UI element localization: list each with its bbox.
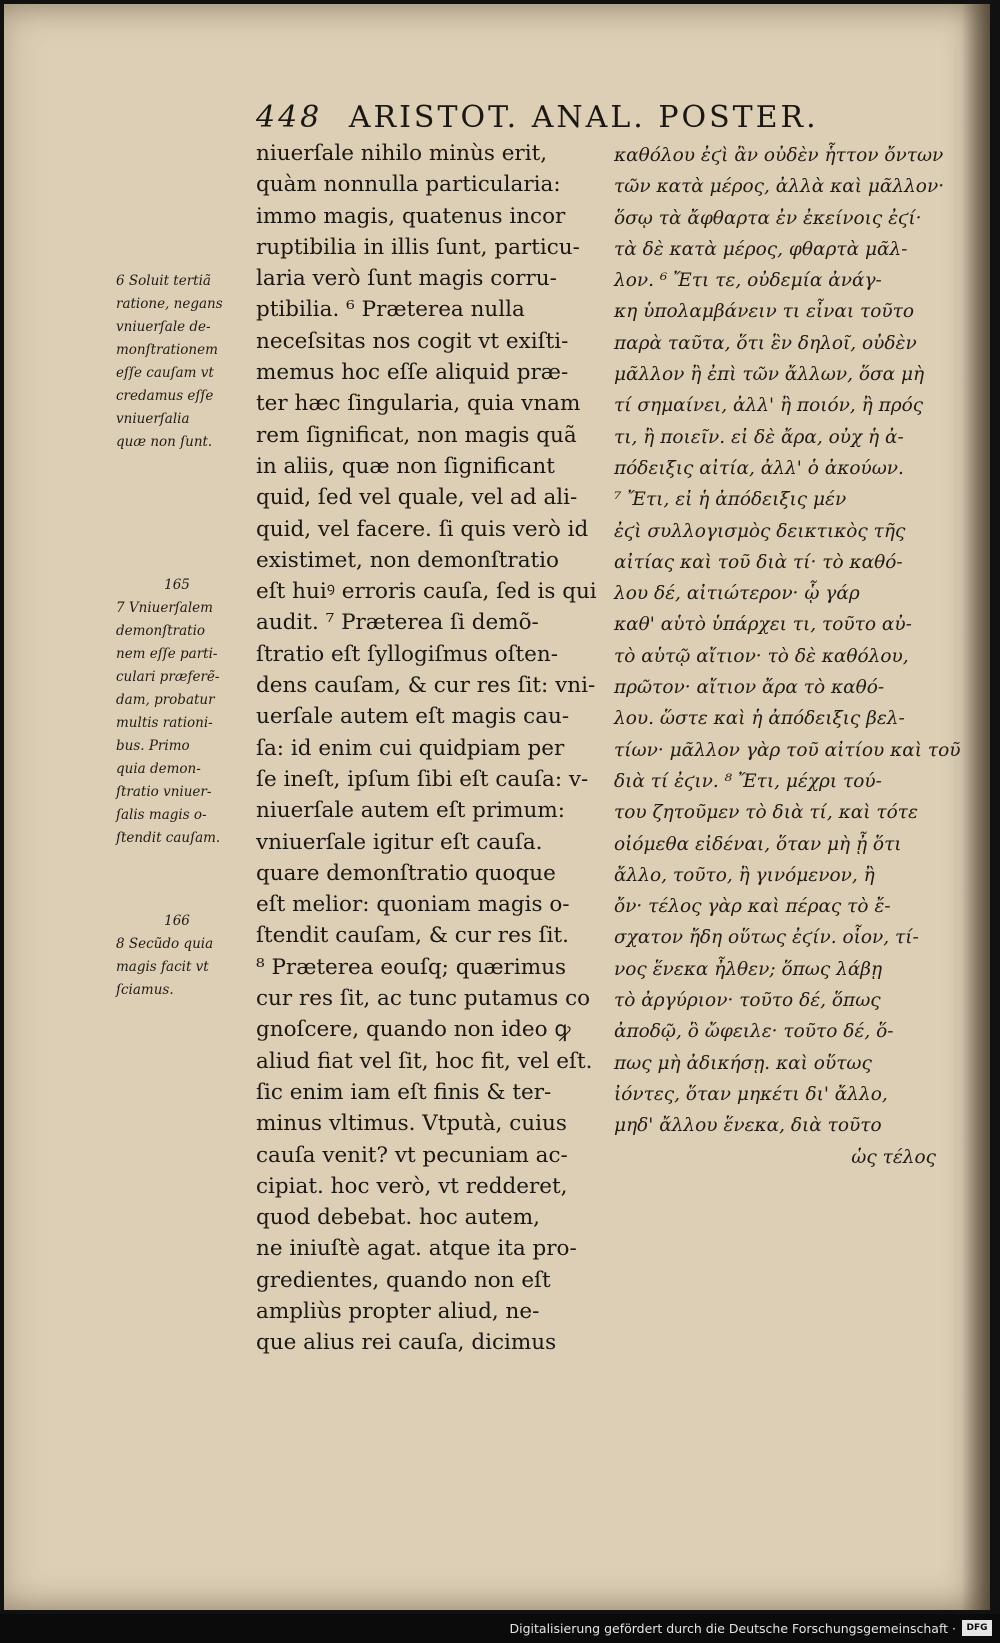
margin-note-line: culari præferẽ- bbox=[116, 669, 220, 685]
greek-line: πρῶτον· αἴτιον ἄρα τὸ καθό- bbox=[614, 677, 885, 699]
greek-line: τὸ ἀργύριον· τοῦτο δέ, ὅπως bbox=[614, 990, 881, 1012]
greek-column bbox=[614, 140, 961, 1173]
margin-note-line: monſtrationem bbox=[116, 342, 218, 358]
latin-line: ampliùs propter aliud, ne- bbox=[256, 1298, 540, 1324]
margin-note-line: demonſtratio bbox=[116, 623, 206, 639]
greek-line: κη ὑπολαμβάνειν τι εἶναι τοῦτο bbox=[614, 301, 915, 323]
latin-line: ſtendit cauſam, & cur res ſit. bbox=[256, 923, 569, 949]
latin-line: ſe ineſt, ipſum ſibi eſt cauſa: v- bbox=[256, 766, 589, 792]
greek-line: ἄλλο, τοῦτο, ἢ γινόμενον, ἢ bbox=[614, 864, 875, 886]
greek-line: νος ἕνεκα ἦλθεν; ὅπως λάβῃ bbox=[614, 958, 883, 980]
greek-line: ὅσῳ τὰ ἄφθαρτα ἐν ἐκείνοις ἐϛί· bbox=[614, 207, 922, 229]
latin-line: vniuerſale igitur eſt cauſa. bbox=[256, 829, 543, 855]
greek-line: ἐϛὶ συλλογισμὸς δεικτικὸς τῆς bbox=[614, 520, 906, 542]
greek-line: αἰτίας καὶ τοῦ διὰ τί· τὸ καθό- bbox=[614, 551, 903, 573]
margin-note-line: nem eſſe parti- bbox=[116, 646, 218, 662]
latin-line: niuerſale nihilo minùs erit, bbox=[256, 141, 548, 166]
margin-note-line: magis facit vt bbox=[116, 959, 209, 975]
greek-line: οἰόμεθα εἰδέναι, ὅταν μὴ ᾖ ὅτι bbox=[614, 833, 902, 855]
latin-line: aliud fiat vel ſit, hoc fit, vel eſt. bbox=[256, 1048, 593, 1074]
margin-note-line: vniuerſalia bbox=[116, 411, 190, 427]
greek-line: ⁷ Ἔτι, εἰ ἡ ἀπόδειξις μέν bbox=[614, 489, 847, 511]
greek-line: τὰ δὲ κατὰ μέρος, φθαρτὰ μᾶλ- bbox=[614, 238, 908, 260]
greek-line: τι, ἢ ποιεῖν. εἰ δὲ ἄρα, οὐχ ἡ ἀ- bbox=[614, 426, 904, 448]
greek-line: του ζητοῦμεν τὸ διὰ τί, καὶ τότε bbox=[614, 802, 918, 824]
running-header bbox=[256, 100, 876, 135]
margin-note-line: quia demon- bbox=[116, 761, 201, 777]
page-number: 448 bbox=[256, 100, 323, 135]
greek-line: λου. ὥστε καὶ ἡ ἀπόδειξις βελ- bbox=[614, 708, 905, 730]
latin-line: ter hæc ſingularia, quia vnam bbox=[256, 391, 581, 417]
greek-line: σχατον ἤδη οὕτως ἐϛίν. οἷον, τί- bbox=[614, 927, 919, 949]
latin-line: existimet, non demonſtratio bbox=[256, 547, 559, 573]
latin-line: neceſsitas nos cogit vt exiſti- bbox=[256, 328, 569, 354]
latin-line: quid, vel facere. ſi quis verò id bbox=[256, 516, 589, 542]
latin-line: cipiat. hoc verò, vt redderet, bbox=[256, 1173, 568, 1199]
greek-line: λου δέ, αἰτιώτερον· ᾧ γάρ bbox=[614, 583, 860, 605]
latin-line: gnoſcere, quando non ideo ꝙ bbox=[256, 1017, 571, 1043]
latin-line: minus vltimus. Vtputà, cuius bbox=[256, 1111, 567, 1137]
latin-line: uerſale autem eſt magis cau- bbox=[256, 704, 570, 730]
latin-line: niuerſale autem eſt primum: bbox=[256, 798, 565, 824]
margin-note-8 bbox=[116, 910, 258, 1002]
greek-line: καθόλου ἐϛὶ ἂν οὐδὲν ἧττον ὄντων bbox=[614, 145, 944, 166]
margin-note-line: eſſe cauſam vt bbox=[116, 365, 214, 381]
footer-text: Digitalisierung gefördert durch die Deutsche Forschungsgemeinschaft · bbox=[509, 1621, 956, 1636]
book-page bbox=[4, 4, 990, 1610]
latin-line: ſa: id enim cui quidpiam per bbox=[256, 735, 565, 761]
latin-line: memus hoc eſſe aliquid præ- bbox=[256, 360, 569, 386]
latin-line: ſtratio eſt ſyllogiſmus oſten- bbox=[256, 641, 559, 667]
margin-note-7 bbox=[116, 574, 258, 850]
latin-line: audit. ⁷ Præterea ſi demõ- bbox=[256, 610, 539, 636]
latin-line: quare demonſtratio quoque bbox=[256, 860, 556, 886]
greek-line: ὡς τέλος bbox=[851, 1146, 936, 1168]
latin-line: rem ſignificat, non magis quã bbox=[256, 422, 577, 448]
running-title: ARISTOT. ANAL. POSTER. bbox=[348, 100, 819, 135]
margin-note-line: 6 Soluit tertiã bbox=[116, 273, 211, 289]
latin-line: quàm nonnulla particularia: bbox=[256, 172, 561, 198]
margin-note-line: ſciamus. bbox=[116, 982, 174, 998]
margin-note-line: vniuerſale de- bbox=[116, 319, 211, 335]
margin-note-6 bbox=[116, 270, 258, 454]
latin-line: laria verò ſunt magis corru- bbox=[256, 266, 557, 292]
margin-note-line: bus. Primo bbox=[116, 738, 190, 754]
margin-note-line: credamus eſſe bbox=[116, 388, 214, 404]
margin-note-line: ratione, negans bbox=[116, 296, 223, 312]
latin-line: ne iniuſtè agat. atque ita pro- bbox=[256, 1236, 577, 1262]
digitization-footer bbox=[0, 1614, 1000, 1643]
greek-line: ἰόντες, ὅταν μηκέτι δι' ἄλλο, bbox=[614, 1083, 888, 1105]
greek-line: τῶν κατὰ μέρος, ἀλλὰ καὶ μᾶλλον· bbox=[614, 176, 945, 198]
latin-line: ⁸ Præterea eouſq; quærimus bbox=[256, 954, 566, 980]
latin-line: quod debebat. hoc autem, bbox=[256, 1205, 540, 1231]
greek-line: διὰ τί ἐϛιν. ⁸ Ἔτι, μέχρι τού- bbox=[614, 770, 882, 792]
page-gutter-shadow bbox=[962, 4, 990, 1610]
latin-line: ptibilia. ⁶ Præterea nulla bbox=[256, 297, 525, 323]
greek-line: τίων· μᾶλλον γὰρ τοῦ αἰτίου καὶ τοῦ bbox=[614, 739, 961, 761]
margin-note-line: quæ non ſunt. bbox=[116, 434, 213, 450]
latin-line: eſt melior: quoniam magis o- bbox=[256, 892, 570, 918]
dfg-logo: DFG bbox=[962, 1620, 992, 1636]
greek-line: πως μὴ ἀδικήσῃ. καὶ οὕτως bbox=[614, 1052, 872, 1074]
greek-line: πόδειξις αἰτία, ἀλλ' ὁ ἀκούων. bbox=[614, 457, 904, 479]
greek-line: παρὰ ταῦτα, ὅτι ἓν δηλοῖ, οὐδὲν bbox=[614, 332, 917, 354]
greek-line: λον. ⁶ Ἔτι τε, οὐδεμία ἀνάγ- bbox=[614, 270, 882, 292]
margin-note-line: multis rationi- bbox=[116, 715, 213, 731]
margin-note-line: ſalis magis o- bbox=[116, 807, 207, 823]
margin-note-line: ſtendit cauſam. bbox=[116, 830, 221, 846]
latin-line: gredientes, quando non eſt bbox=[256, 1267, 551, 1293]
greek-line: μηδ' ἄλλου ἕνεκα, διὰ τοῦτο bbox=[614, 1115, 882, 1137]
margin-note-line: ſtratio vniuer- bbox=[116, 784, 212, 800]
latin-column bbox=[256, 138, 597, 1359]
latin-line: immo magis, quatenus incor bbox=[256, 203, 566, 229]
greek-line: τὸ αὑτῷ αἴτιον· τὸ δὲ καθόλου, bbox=[614, 645, 909, 667]
latin-line: cauſa venit? vt pecuniam ac- bbox=[256, 1142, 568, 1168]
latin-line: que alius rei cauſa, dicimus bbox=[256, 1330, 557, 1356]
greek-line: τί σημαίνει, ἀλλ' ἢ ποιόν, ἢ πρός bbox=[614, 395, 924, 417]
latin-line: in aliis, quæ non ſignificant bbox=[256, 453, 555, 479]
margin-note-number: 166 bbox=[164, 913, 190, 929]
margin-note-number: 165 bbox=[164, 577, 190, 593]
latin-line: ſic enim iam eſt finis & ter- bbox=[256, 1079, 552, 1105]
margin-note-line: 8 Secũdo quia bbox=[116, 936, 214, 952]
greek-line: μᾶλλον ἢ ἐπὶ τῶν ἄλλων, ὅσα μὴ bbox=[614, 364, 925, 386]
latin-line: cur res ſit, ac tunc putamus co bbox=[256, 986, 591, 1012]
margin-note-line: 7 Vniuerſalem bbox=[116, 600, 213, 616]
latin-line: eſt huiꝰ erroris cauſa, ſed is qui bbox=[256, 579, 597, 605]
greek-line: ὄν· τέλος γὰρ καὶ πέρας τὸ ἔ- bbox=[614, 896, 891, 918]
latin-line: quid, ſed vel quale, vel ad ali- bbox=[256, 485, 578, 511]
latin-line: dens cauſam, & cur res ſit: vni- bbox=[256, 673, 596, 699]
latin-line: ruptibilia in illis ſunt, particu- bbox=[256, 234, 580, 260]
greek-line: ἀποδῷ, ὃ ὤφειλε· τοῦτο δέ, ὅ- bbox=[614, 1021, 894, 1043]
greek-line: καθ' αὑτὸ ὑπάρχει τι, τοῦτο αὐ- bbox=[614, 614, 912, 636]
margin-note-line: dam, probatur bbox=[116, 692, 215, 708]
